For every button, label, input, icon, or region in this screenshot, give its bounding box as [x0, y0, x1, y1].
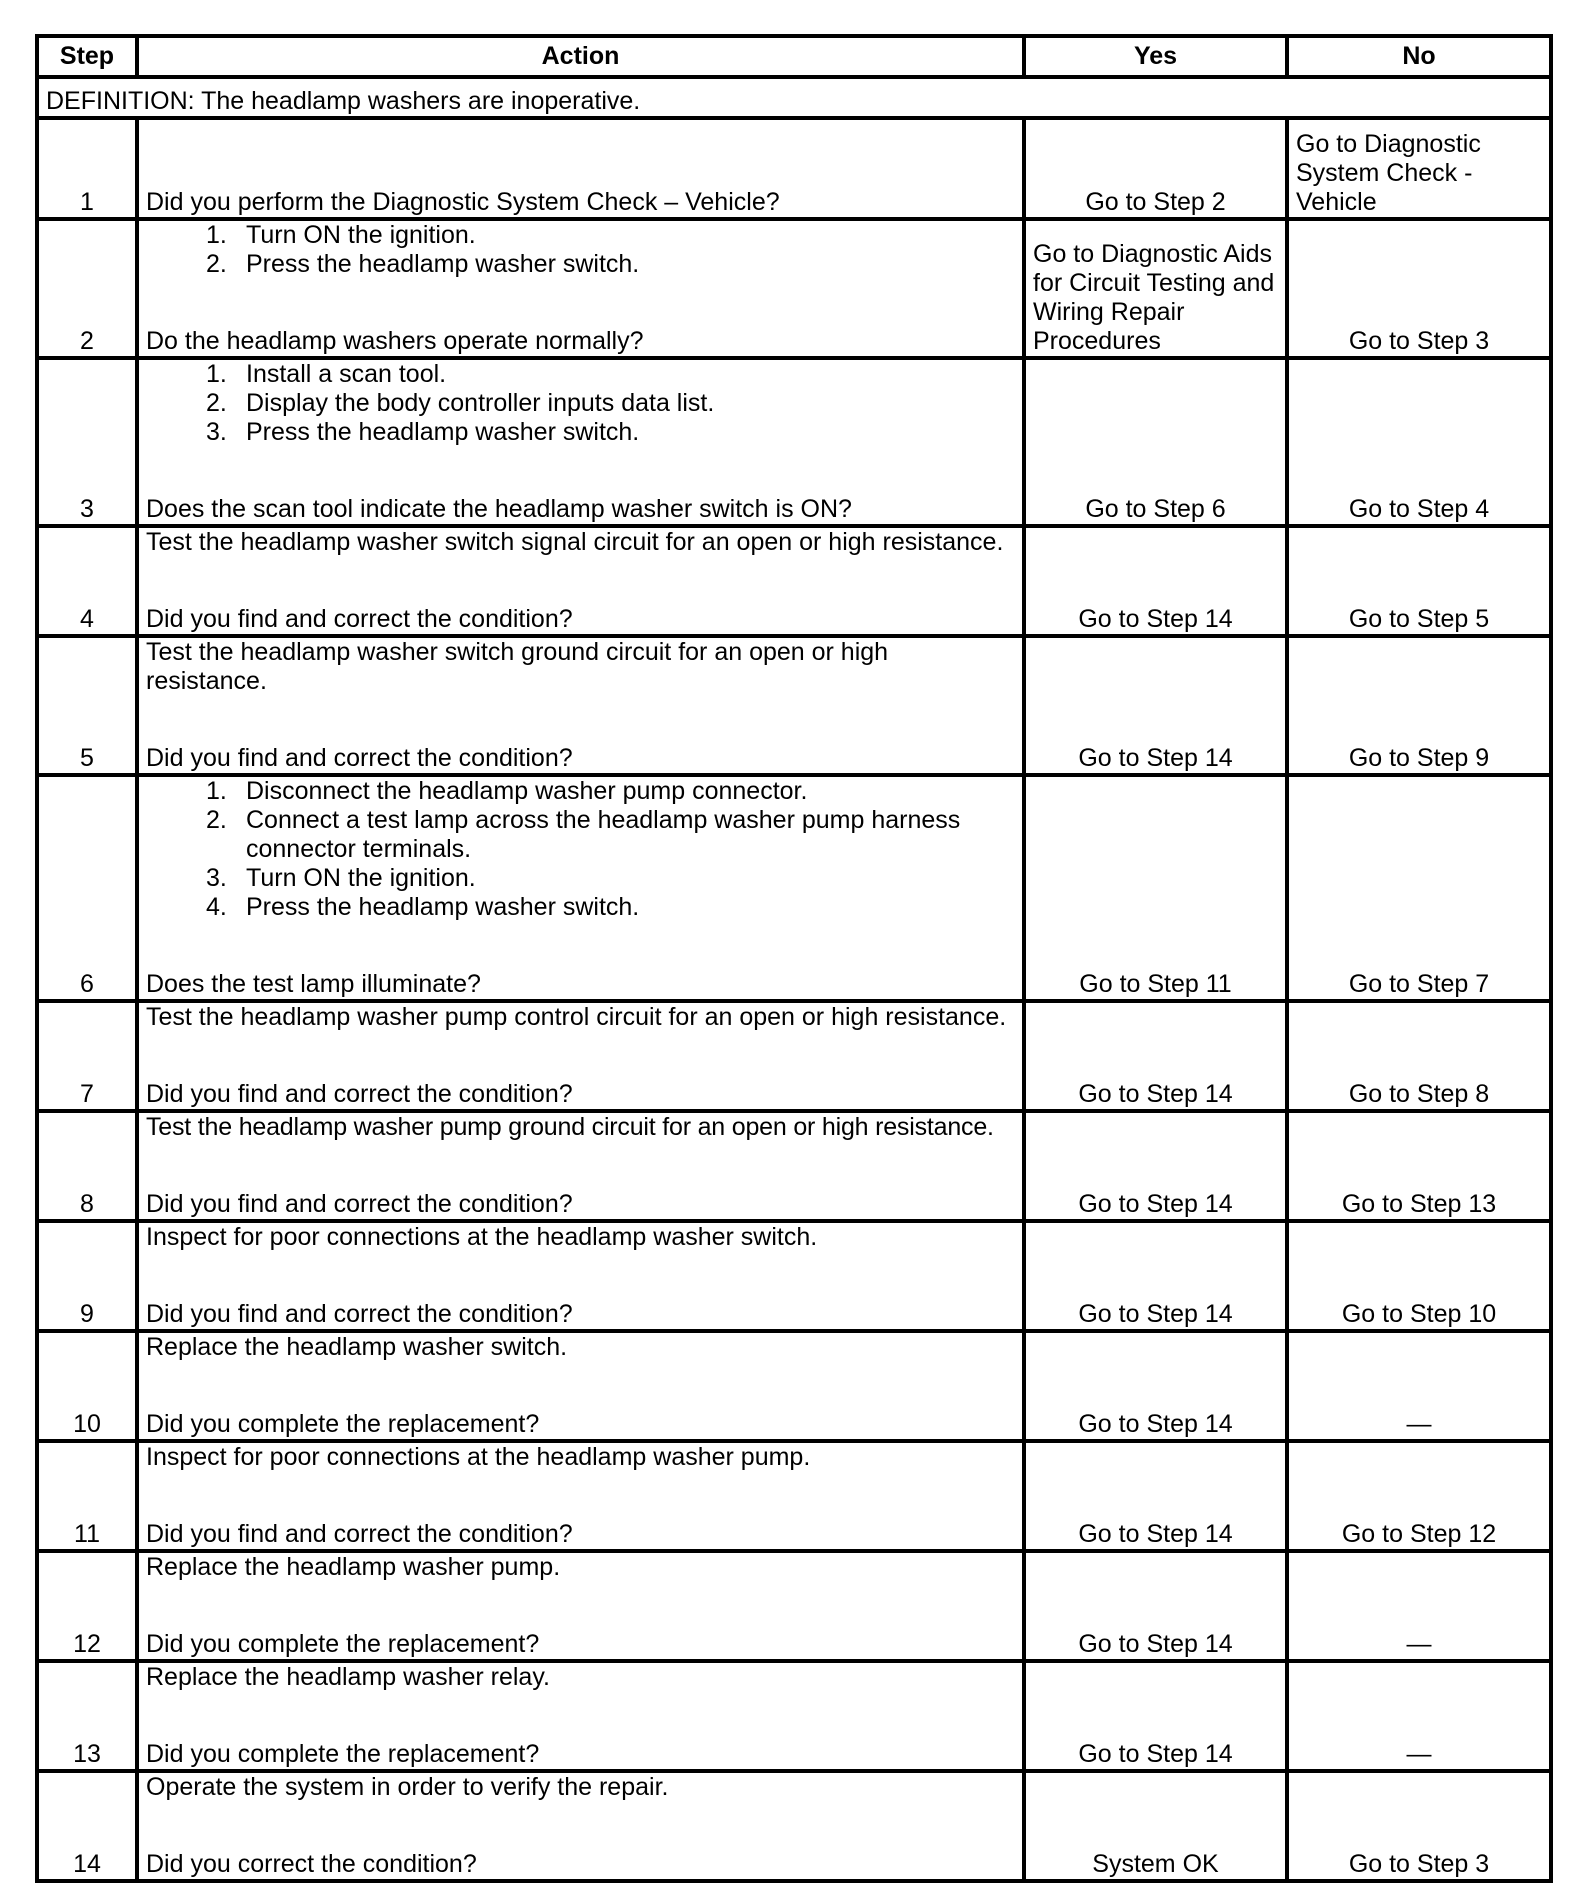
action-instruction: Replace the headlamp washer switch.: [146, 1333, 568, 1361]
step-number: 9: [37, 1221, 137, 1331]
action-question: Does the test lamp illuminate?: [146, 970, 481, 998]
no-cell: Go to Step 4: [1287, 358, 1551, 526]
action-question: Did you perform the Diagnostic System Check – Vehicle?: [146, 188, 780, 216]
step-number: 1: [37, 118, 137, 219]
action-step-item: Turn ON the ignition.: [246, 221, 476, 249]
action-question: Did you complete the replacement?: [146, 1630, 540, 1658]
action-question: Did you complete the replacement?: [146, 1740, 540, 1768]
action-question: Do the headlamp washers operate normally?: [146, 327, 644, 355]
action-question: Did you find and correct the condition?: [146, 1300, 573, 1328]
no-cell: Go to Step 3: [1287, 1771, 1551, 1881]
yes-cell: Go to Step 14: [1024, 526, 1287, 636]
action-question: Did you correct the condition?: [146, 1850, 477, 1878]
yes-cell: Go to Step 14: [1024, 1661, 1287, 1771]
yes-cell: Go to Step 14: [1024, 1551, 1287, 1661]
action-instruction: Operate the system in order to verify the repair.: [146, 1773, 669, 1801]
definition-text: DEFINITION: The headlamp washers are inoperative.: [37, 77, 1551, 118]
no-cell: Go to Step 5: [1287, 526, 1551, 636]
table-row: [37, 775, 1551, 1001]
header-yes: Yes: [1024, 36, 1287, 77]
table-row: [37, 219, 1551, 358]
action-cell: [137, 1001, 1024, 1111]
action-instruction: Inspect for poor connections at the headlamp washer pump.: [146, 1443, 811, 1471]
yes-cell: Go to Step 6: [1024, 358, 1287, 526]
action-steps: [146, 221, 1015, 279]
action-question: Did you find and correct the condition?: [146, 1080, 573, 1108]
no-cell: Go to Step 10: [1287, 1221, 1551, 1331]
action-instruction: Test the headlamp washer switch signal circuit for an open or high resistance.: [146, 528, 1004, 556]
no-cell: —: [1287, 1551, 1551, 1661]
action-instruction: Inspect for poor connections at the headlamp washer switch.: [146, 1223, 818, 1251]
action-cell: [137, 1441, 1024, 1551]
header-action: Action: [137, 36, 1024, 77]
header-row: [37, 36, 1551, 77]
header-no: No: [1287, 36, 1551, 77]
table-row: [37, 1001, 1551, 1111]
step-number: 10: [37, 1331, 137, 1441]
action-cell: [137, 358, 1024, 526]
yes-cell: Go to Step 11: [1024, 775, 1287, 1001]
table-row: [37, 636, 1551, 775]
action-instruction: Test the headlamp washer switch ground circuit for an open or high resistance.: [146, 638, 889, 695]
definition-row: [37, 77, 1551, 118]
action-instruction: Test the headlamp washer pump control circuit for an open or high resistance.: [146, 1003, 1007, 1031]
action-cell: [137, 118, 1024, 219]
action-question: Did you find and correct the condition?: [146, 744, 573, 772]
table-row: [37, 358, 1551, 526]
action-step-item: Display the body controller inputs data list.: [246, 389, 715, 417]
action-cell: [137, 1661, 1024, 1771]
no-cell: —: [1287, 1331, 1551, 1441]
yes-cell: Go to Diagnostic Aids for Circuit Testing and Wiring Repair Procedures: [1024, 219, 1287, 358]
action-cell: [137, 526, 1024, 636]
step-number: 13: [37, 1661, 137, 1771]
diagnostic-table: [35, 34, 1553, 1883]
action-instruction: Replace the headlamp washer pump.: [146, 1553, 561, 1581]
table-row: [37, 1661, 1551, 1771]
action-cell: [137, 1331, 1024, 1441]
action-cell: [137, 1551, 1024, 1661]
yes-cell: Go to Step 14: [1024, 1331, 1287, 1441]
action-instruction: Replace the headlamp washer relay.: [146, 1663, 550, 1691]
table-row: [37, 1111, 1551, 1221]
action-cell: [137, 1111, 1024, 1221]
step-number: 4: [37, 526, 137, 636]
step-number: 6: [37, 775, 137, 1001]
action-steps: [146, 360, 1015, 447]
yes-cell: Go to Step 14: [1024, 1221, 1287, 1331]
no-cell: Go to Diagnostic System Check - Vehicle: [1287, 118, 1551, 219]
action-cell: [137, 636, 1024, 775]
step-number: 5: [37, 636, 137, 775]
yes-cell: Go to Step 2: [1024, 118, 1287, 219]
action-cell: [137, 1221, 1024, 1331]
action-cell: [137, 219, 1024, 358]
no-cell: Go to Step 7: [1287, 775, 1551, 1001]
action-step-item: Connect a test lamp across the headlamp washer pump harness connector terminals.: [246, 806, 961, 863]
step-number: 8: [37, 1111, 137, 1221]
step-number: 11: [37, 1441, 137, 1551]
yes-cell: Go to Step 14: [1024, 1001, 1287, 1111]
action-step-item: Press the headlamp washer switch.: [246, 893, 640, 921]
table-row: [37, 1551, 1551, 1661]
no-cell: Go to Step 8: [1287, 1001, 1551, 1111]
action-question: Did you complete the replacement?: [146, 1410, 540, 1438]
action-step-item: Disconnect the headlamp washer pump connector.: [246, 777, 808, 805]
action-question: Does the scan tool indicate the headlamp washer switch is ON?: [146, 495, 852, 523]
step-number: 2: [37, 219, 137, 358]
action-instruction: Test the headlamp washer pump ground circuit for an open or high resistance.: [146, 1113, 994, 1141]
action-cell: [137, 1771, 1024, 1881]
yes-cell: Go to Step 14: [1024, 1441, 1287, 1551]
action-question: Did you find and correct the condition?: [146, 1520, 573, 1548]
table-row: [37, 1331, 1551, 1441]
yes-cell: Go to Step 14: [1024, 636, 1287, 775]
table-row: [37, 526, 1551, 636]
step-number: 3: [37, 358, 137, 526]
action-cell: [137, 775, 1024, 1001]
action-step-item: Install a scan tool.: [246, 360, 447, 388]
header-step: Step: [37, 36, 137, 77]
no-cell: Go to Step 3: [1287, 219, 1551, 358]
action-question: Did you find and correct the condition?: [146, 605, 573, 633]
step-number: 7: [37, 1001, 137, 1111]
no-cell: Go to Step 13: [1287, 1111, 1551, 1221]
action-step-item: Turn ON the ignition.: [246, 864, 476, 892]
no-cell: Go to Step 12: [1287, 1441, 1551, 1551]
action-step-item: Press the headlamp washer switch.: [246, 418, 640, 446]
no-cell: Go to Step 9: [1287, 636, 1551, 775]
yes-cell: System OK: [1024, 1771, 1287, 1881]
table-row: [37, 1441, 1551, 1551]
action-step-item: Press the headlamp washer switch.: [246, 250, 640, 278]
action-question: Did you find and correct the condition?: [146, 1190, 573, 1218]
table-row: [37, 1221, 1551, 1331]
table-row: [37, 118, 1551, 219]
action-steps: [146, 777, 1015, 922]
yes-cell: Go to Step 14: [1024, 1111, 1287, 1221]
table-row: [37, 1771, 1551, 1881]
step-number: 14: [37, 1771, 137, 1881]
no-cell: —: [1287, 1661, 1551, 1771]
step-number: 12: [37, 1551, 137, 1661]
